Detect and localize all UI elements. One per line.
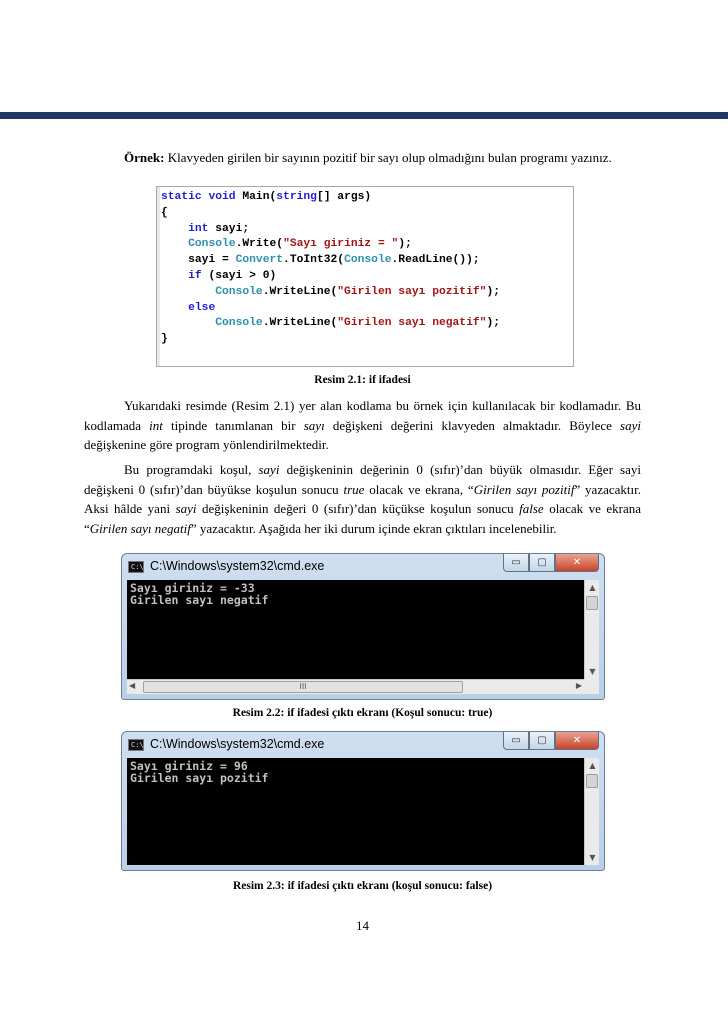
header-rule [0,112,728,119]
text-run: tipinde tanımlanan bir [162,417,304,433]
text-run: ” yazacaktır. Aşağıda her iki durum içinde ekran çıktıları incelenebilir. [190,520,557,536]
code-token: "Girilen sayı pozitif" [337,285,487,298]
code-token: Console [215,317,263,330]
text-run: değişkeni değerini klavyeden almaktadır. Böylece [324,417,621,433]
code-token [161,302,188,314]
text-run: değişkeninin değeri 0 (sıfır)’dan küçükse koşulun sonucu [196,501,520,516]
maximize-button[interactable]: ▢ [529,554,555,572]
code-token: else [188,301,216,314]
italic-term: sayi [175,501,197,516]
italic-term: sayi [258,462,280,477]
code-token: [] args) [316,191,372,203]
code-line [161,190,573,206]
italic-term: false [519,501,544,516]
minimize-button[interactable]: ▭ [503,554,529,572]
scroll-up-icon[interactable]: ▲ [589,761,596,770]
scroll-corner [584,679,599,694]
code-lines [161,190,573,348]
cmd-titlebar[interactable] [122,732,604,758]
code-token: (sayi > 0) [201,269,277,282]
code-line [161,237,573,253]
example-label: Örnek: [124,150,165,165]
code-token [161,317,215,329]
text-run: olacak ve ekrana, “ [364,481,474,497]
code-token: Console [215,285,263,298]
code-token: static void [161,191,243,203]
page-number: 14 [356,918,369,933]
figure-caption-3: Resim 2.3: if ifadesi çıktı ekranı (koşul sonucu: false) [232,880,493,892]
code-token: sayi = [161,254,236,267]
console-area[interactable] [127,580,599,694]
cmd-icon: C:\ [128,561,144,573]
code-listing [156,186,574,367]
text-run: ” yazacaktır. Aksi hâlde yani [84,481,641,516]
code-token: .ReadLine()); [391,254,480,267]
paragraph-condition [84,460,641,538]
code-token: Console [344,254,392,267]
console-output: Sayı giriniz = 96 Girilen sayı pozitif [130,759,269,785]
code-token: ); [398,238,412,251]
code-token: ); [486,317,500,330]
code-token: Convert [235,254,284,267]
code-token [161,286,215,298]
code-line [161,222,573,238]
code-token: "Sayı giriniz = " [283,238,399,251]
italic-term: true [343,481,365,497]
cmd-title: C:\Windows\system32\cmd.exe [150,737,325,751]
code-line [161,206,573,222]
vertical-scrollbar[interactable] [584,758,599,865]
code-token: string [276,191,317,203]
scroll-left-icon[interactable]: ◀ [129,681,136,690]
hscroll-thumb[interactable]: III [143,681,463,693]
cmd-icon: C:\ [128,739,144,751]
example-text: Klavyeden girilen bir sayının pozitif bir sayı olup olmadığını bulan programı yazınız. [164,150,612,165]
code-token: } [161,333,168,346]
cmd-window-negative [121,553,605,700]
code-token: .Write( [235,238,284,251]
code-line [161,316,573,332]
text-run: Yukarıdaki resimde (Resim 2.1) yer alan kodlama bu örnek için kullanılacak bir kodlamadır. Bu kodlamada [84,398,641,433]
text-run: olacak ve ekrana “ [84,501,641,536]
figure-caption-1: Resim 2.1: if ifadesi [314,374,411,386]
code-token: sayi; [208,222,250,235]
vertical-scrollbar[interactable] [584,580,599,679]
code-token: "Girilen sayı negatif" [337,317,487,330]
code-token: if [188,269,202,282]
window-controls [503,554,599,572]
example-paragraph [84,148,641,168]
window-controls [503,732,599,750]
scroll-down-icon[interactable]: ▼ [589,667,596,676]
cmd-title: C:\Windows\system32\cmd.exe [150,559,325,573]
code-token: .WriteLine( [262,317,338,330]
code-line [161,301,573,317]
code-line [161,332,573,348]
cmd-titlebar[interactable] [122,554,604,580]
code-token: { [161,206,168,219]
scroll-thumb[interactable] [586,596,598,610]
code-token: Main( [242,191,277,203]
close-button[interactable]: ✕ [555,732,599,750]
code-line [161,285,573,301]
italic-term: Girilen sayı negatif [89,520,191,536]
horizontal-scrollbar[interactable] [127,679,584,694]
italic-term: Girilen sayı pozitif [473,481,575,497]
minimize-button[interactable]: ▭ [503,732,529,750]
italic-term: sayı [303,417,325,433]
console-area[interactable] [127,758,599,865]
figure-caption-2: Resim 2.2: if ifadesi çıktı ekranı (Koşul sonucu: true) [232,707,493,719]
scroll-down-icon[interactable]: ▼ [589,853,596,862]
code-line [161,253,573,269]
text-run: değişkenine göre program yönlendirilmektedir. [84,437,329,452]
close-button[interactable]: ✕ [555,554,599,572]
cmd-window-positive [121,731,605,871]
code-line [161,269,573,285]
scroll-right-icon[interactable]: ▶ [575,681,582,690]
code-token: .ToInt32( [283,254,345,267]
console-output: Sayı giriniz = -33 Girilen sayı negatif [130,581,269,607]
maximize-button[interactable]: ▢ [529,732,555,750]
code-token: int [188,222,209,235]
italic-term: int [149,417,163,433]
text-run: Bu programdaki koşul, [124,462,259,477]
scroll-up-icon[interactable]: ▲ [589,583,596,592]
code-gutter [157,187,160,366]
scroll-thumb[interactable] [586,774,598,788]
code-token: ); [486,285,500,298]
code-token: .WriteLine( [262,285,338,298]
code-token [161,238,188,250]
italic-term: sayi [620,417,641,433]
code-token [161,270,188,282]
code-token [161,223,188,235]
code-token: Console [188,238,236,251]
paragraph-explanation [84,396,641,455]
text-run: değişkeninin değerinin 0 (sıfır)’dan büyük olmasıdır. Eğer sayi değişkeni 0 (sıfır)’dan büyükse koşulun sonucu [84,462,641,497]
